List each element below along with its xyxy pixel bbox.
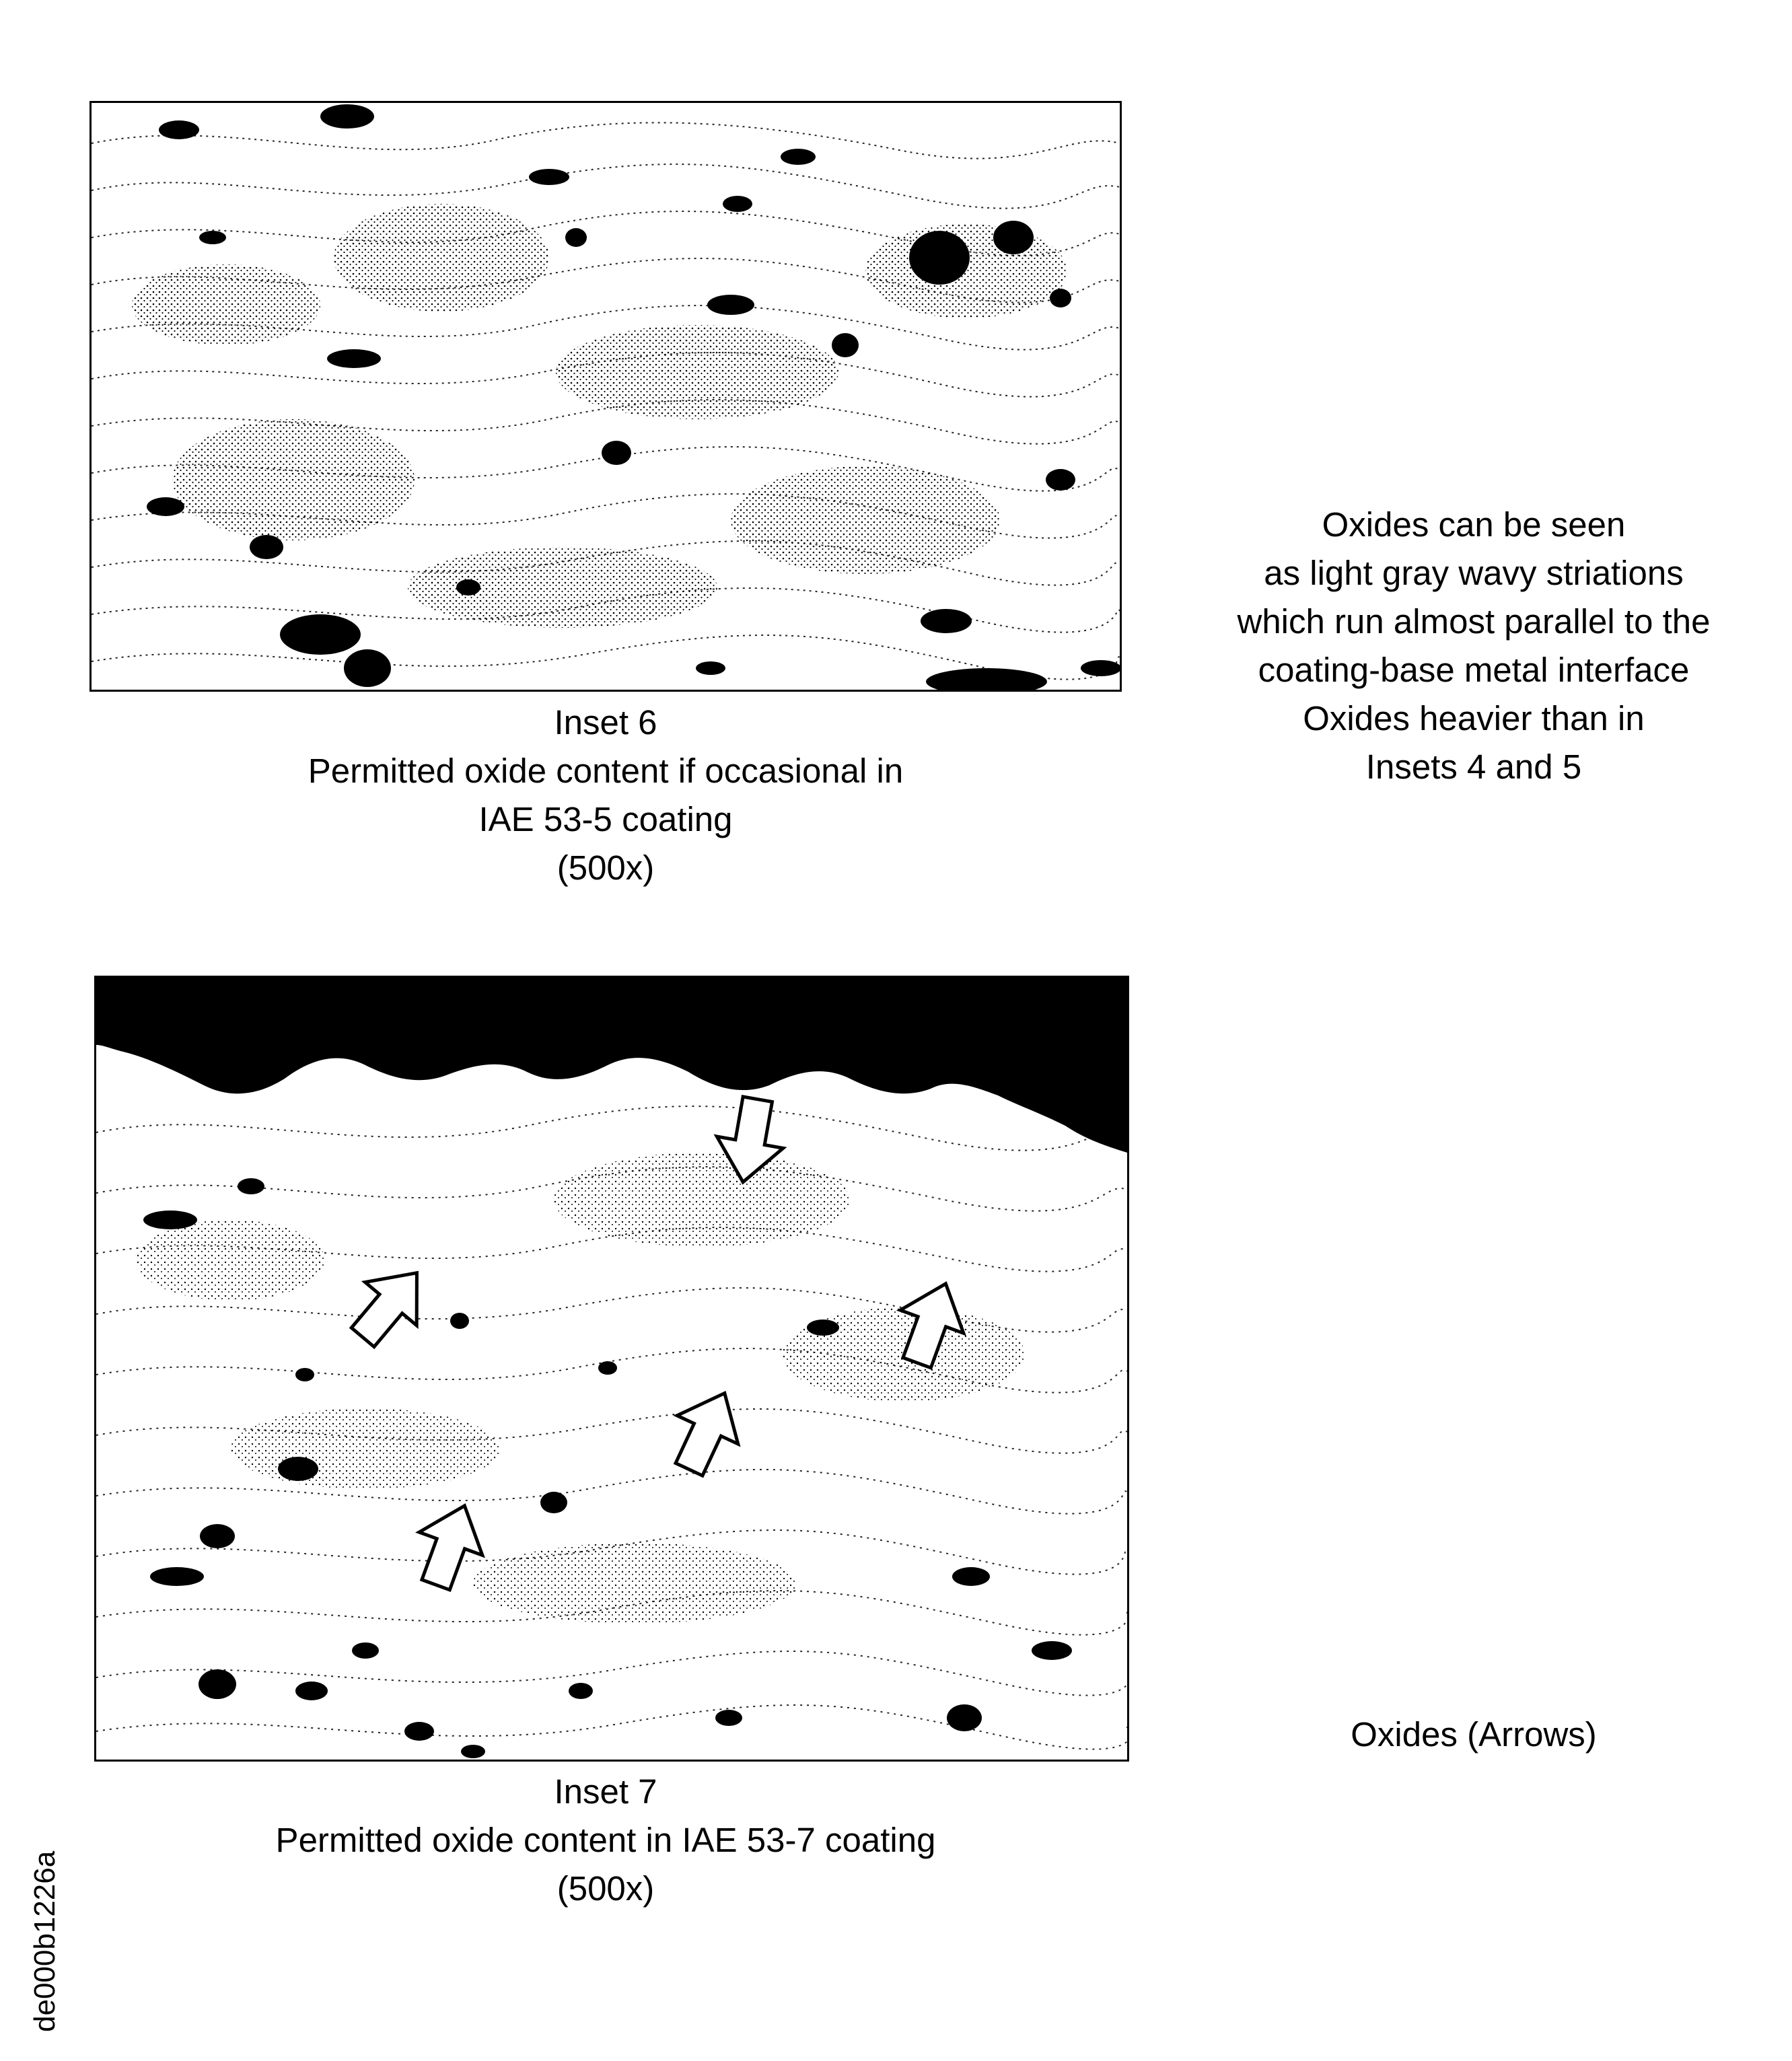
- inset-7-magnification: (500x): [557, 1869, 655, 1908]
- inset-6-label: Inset 6: [554, 703, 657, 742]
- document-id: de000b1226a: [28, 1850, 61, 2032]
- inset-6-description: Permitted oxide content if occasional in: [308, 752, 904, 790]
- inset-6-micrograph: [89, 101, 1122, 692]
- inset-7-note-text: Oxides (Arrows): [1351, 1715, 1597, 1753]
- inset-6-note: [1184, 501, 1763, 791]
- inset-7-label: Inset 7: [554, 1772, 657, 1811]
- inset-6-note-line-1: Oxides can be seen: [1322, 505, 1626, 544]
- inset-6-note-line-5: Oxides heavier than in: [1303, 699, 1645, 737]
- inset-6-caption: [202, 698, 1009, 892]
- inset-7-caption: [168, 1768, 1043, 1913]
- inset-6-note-line-2: as light gray wavy striations: [1264, 554, 1684, 592]
- inset-6-note-line-4: coating-base metal interface: [1258, 651, 1690, 689]
- inset-7-micrograph: [94, 976, 1129, 1762]
- inset-7-description: Permitted oxide content in IAE 53-7 coating: [275, 1821, 936, 1859]
- inset-6-coating: IAE 53-5 coating: [478, 800, 733, 838]
- inset-6-note-line-6: Insets 4 and 5: [1365, 748, 1582, 786]
- inset-6-note-line-3: which run almost parallel to the: [1237, 602, 1711, 641]
- inset-6-magnification: (500x): [557, 848, 655, 887]
- inset-7-note: [1184, 1710, 1763, 1759]
